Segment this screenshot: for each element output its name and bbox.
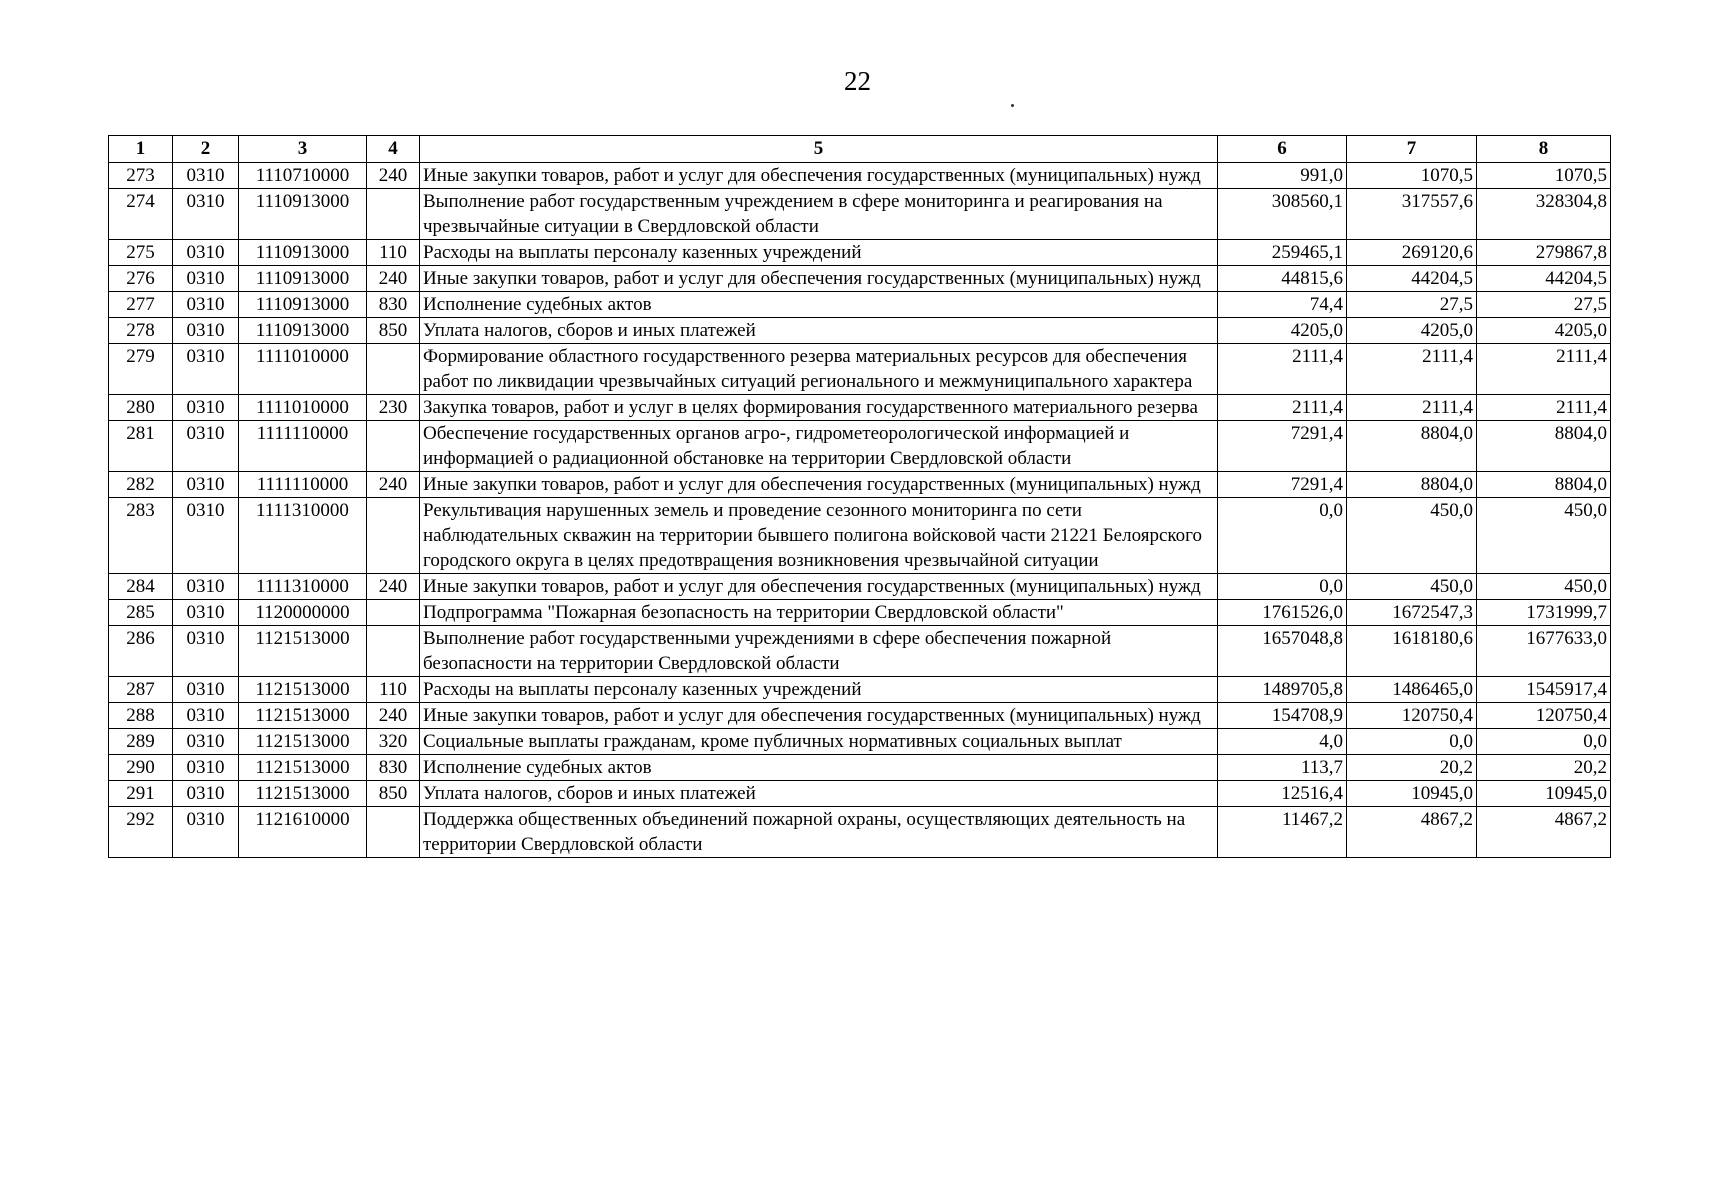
target-article-cell: 1110913000 [239, 240, 367, 266]
expense-type-cell: 830 [367, 755, 420, 781]
description-cell: Закупка товаров, работ и услуг в целях формирования государственного материального резерва [420, 395, 1218, 421]
target-article-cell: 1120000000 [239, 600, 367, 626]
row-number-cell: 279 [109, 344, 173, 395]
amount-col6-cell: 2111,4 [1218, 344, 1347, 395]
description-cell: Уплата налогов, сборов и иных платежей [420, 781, 1218, 807]
amount-col7-cell: 1618180,6 [1347, 626, 1477, 677]
expense-type-cell: 240 [367, 574, 420, 600]
section-code-cell: 0310 [173, 703, 239, 729]
target-article-cell: 1121610000 [239, 807, 367, 858]
amount-col8-cell: 20,2 [1477, 755, 1611, 781]
amount-col6-cell: 259465,1 [1218, 240, 1347, 266]
description-cell: Формирование областного государственного резерва материальных ресурсов для обеспечения работ по ликвидации чрезвычайных ситуаций регионального и межмуниципального характера [420, 344, 1218, 395]
row-number-cell: 284 [109, 574, 173, 600]
amount-col6-cell: 12516,4 [1218, 781, 1347, 807]
target-article-cell: 1110913000 [239, 318, 367, 344]
expense-type-cell [367, 807, 420, 858]
table-row [109, 807, 1611, 858]
amount-col7-cell: 10945,0 [1347, 781, 1477, 807]
amount-col8-cell: 2111,4 [1477, 395, 1611, 421]
amount-col7-cell: 44204,5 [1347, 266, 1477, 292]
budget-table [108, 135, 1611, 858]
target-article-cell: 1111010000 [239, 344, 367, 395]
row-number-cell: 273 [109, 163, 173, 189]
description-cell: Исполнение судебных актов [420, 292, 1218, 318]
page-number: 22 [844, 66, 871, 96]
description-cell: Иные закупки товаров, работ и услуг для обеспечения государственных (муниципальных) нужд [420, 574, 1218, 600]
description-cell: Выполнение работ государственным учреждением в сфере мониторинга и реагирования на чрезвычайные ситуации в Свердловской области [420, 189, 1218, 240]
target-article-cell: 1110913000 [239, 292, 367, 318]
amount-col6-cell: 4,0 [1218, 729, 1347, 755]
table-row [109, 292, 1611, 318]
row-number-cell: 289 [109, 729, 173, 755]
amount-col8-cell: 8804,0 [1477, 421, 1611, 472]
amount-col6-cell: 0,0 [1218, 574, 1347, 600]
description-cell: Расходы на выплаты персоналу казенных учреждений [420, 677, 1218, 703]
column-header: 5 [420, 136, 1218, 163]
expense-type-cell: 240 [367, 266, 420, 292]
target-article-cell: 1121513000 [239, 677, 367, 703]
column-header: 3 [239, 136, 367, 163]
expense-type-cell: 830 [367, 292, 420, 318]
expense-type-cell [367, 498, 420, 574]
section-code-cell: 0310 [173, 421, 239, 472]
expense-type-cell: 850 [367, 318, 420, 344]
description-cell: Рекультивация нарушенных земель и проведение сезонного мониторинга по сети наблюдательных скважин на территории бывшего полигона войсковой части 21221 Белоярского городского округа в целях предотвращения возникновения чрезвычайной ситуации [420, 498, 1218, 574]
expense-type-cell: 110 [367, 677, 420, 703]
expense-type-cell [367, 344, 420, 395]
amount-col8-cell: 44204,5 [1477, 266, 1611, 292]
amount-col7-cell: 8804,0 [1347, 472, 1477, 498]
table-row [109, 266, 1611, 292]
row-number-cell: 277 [109, 292, 173, 318]
row-number-cell: 276 [109, 266, 173, 292]
expense-type-cell: 240 [367, 472, 420, 498]
amount-col6-cell: 1657048,8 [1218, 626, 1347, 677]
expense-type-cell [367, 600, 420, 626]
section-code-cell: 0310 [173, 626, 239, 677]
row-number-cell: 278 [109, 318, 173, 344]
amount-col7-cell: 120750,4 [1347, 703, 1477, 729]
description-cell: Иные закупки товаров, работ и услуг для обеспечения государственных (муниципальных) нужд [420, 472, 1218, 498]
expense-type-cell: 320 [367, 729, 420, 755]
target-article-cell: 1111010000 [239, 395, 367, 421]
row-number-cell: 274 [109, 189, 173, 240]
target-article-cell: 1110913000 [239, 189, 367, 240]
section-code-cell: 0310 [173, 498, 239, 574]
target-article-cell: 1111110000 [239, 472, 367, 498]
target-article-cell: 1121513000 [239, 781, 367, 807]
amount-col8-cell: 1731999,7 [1477, 600, 1611, 626]
description-cell: Иные закупки товаров, работ и услуг для обеспечения государственных (муниципальных) нужд [420, 163, 1218, 189]
amount-col8-cell: 4867,2 [1477, 807, 1611, 858]
table-row [109, 472, 1611, 498]
expense-type-cell: 850 [367, 781, 420, 807]
expense-type-cell: 240 [367, 163, 420, 189]
amount-col7-cell: 4867,2 [1347, 807, 1477, 858]
target-article-cell: 1110913000 [239, 266, 367, 292]
amount-col6-cell: 113,7 [1218, 755, 1347, 781]
section-code-cell: 0310 [173, 807, 239, 858]
section-code-cell: 0310 [173, 163, 239, 189]
amount-col7-cell: 450,0 [1347, 498, 1477, 574]
amount-col7-cell: 1070,5 [1347, 163, 1477, 189]
table-body [109, 163, 1611, 858]
amount-col6-cell: 154708,9 [1218, 703, 1347, 729]
table-row [109, 729, 1611, 755]
description-cell: Иные закупки товаров, работ и услуг для обеспечения государственных (муниципальных) нужд [420, 266, 1218, 292]
amount-col8-cell: 279867,8 [1477, 240, 1611, 266]
amount-col6-cell: 7291,4 [1218, 421, 1347, 472]
amount-col8-cell: 10945,0 [1477, 781, 1611, 807]
section-code-cell: 0310 [173, 729, 239, 755]
target-article-cell: 1121513000 [239, 703, 367, 729]
expense-type-cell [367, 626, 420, 677]
section-code-cell: 0310 [173, 344, 239, 395]
section-code-cell: 0310 [173, 292, 239, 318]
amount-col7-cell: 2111,4 [1347, 395, 1477, 421]
amount-col6-cell: 0,0 [1218, 498, 1347, 574]
column-header: 1 [109, 136, 173, 163]
expense-type-cell: 230 [367, 395, 420, 421]
target-article-cell: 1111310000 [239, 574, 367, 600]
amount-col8-cell: 2111,4 [1477, 344, 1611, 395]
table-row [109, 395, 1611, 421]
amount-col8-cell: 450,0 [1477, 574, 1611, 600]
table-row [109, 189, 1611, 240]
description-cell: Социальные выплаты гражданам, кроме публичных нормативных социальных выплат [420, 729, 1218, 755]
amount-col7-cell: 27,5 [1347, 292, 1477, 318]
section-code-cell: 0310 [173, 677, 239, 703]
amount-col8-cell: 328304,8 [1477, 189, 1611, 240]
section-code-cell: 0310 [173, 600, 239, 626]
table-row [109, 626, 1611, 677]
description-cell: Обеспечение государственных органов агро-, гидрометеорологической информацией и информацией о радиационной обстановке на территории Свердловской области [420, 421, 1218, 472]
description-cell: Исполнение судебных актов [420, 755, 1218, 781]
table-row [109, 574, 1611, 600]
amount-col7-cell: 4205,0 [1347, 318, 1477, 344]
target-article-cell: 1111310000 [239, 498, 367, 574]
amount-col7-cell: 450,0 [1347, 574, 1477, 600]
amount-col8-cell: 450,0 [1477, 498, 1611, 574]
column-header: 8 [1477, 136, 1611, 163]
row-number-cell: 288 [109, 703, 173, 729]
amount-col8-cell: 1545917,4 [1477, 677, 1611, 703]
row-number-cell: 275 [109, 240, 173, 266]
amount-col6-cell: 4205,0 [1218, 318, 1347, 344]
row-number-cell: 283 [109, 498, 173, 574]
expense-type-cell [367, 189, 420, 240]
table-row [109, 677, 1611, 703]
amount-col8-cell: 0,0 [1477, 729, 1611, 755]
section-code-cell: 0310 [173, 189, 239, 240]
section-code-cell: 0310 [173, 574, 239, 600]
amount-col6-cell: 44815,6 [1218, 266, 1347, 292]
section-code-cell: 0310 [173, 266, 239, 292]
expense-type-cell [367, 421, 420, 472]
table-row [109, 755, 1611, 781]
section-code-cell: 0310 [173, 781, 239, 807]
column-header: 4 [367, 136, 420, 163]
amount-col6-cell: 1761526,0 [1218, 600, 1347, 626]
expense-type-cell: 240 [367, 703, 420, 729]
target-article-cell: 1111110000 [239, 421, 367, 472]
table-row [109, 600, 1611, 626]
section-code-cell: 0310 [173, 755, 239, 781]
amount-col8-cell: 4205,0 [1477, 318, 1611, 344]
section-code-cell: 0310 [173, 318, 239, 344]
target-article-cell: 1121513000 [239, 755, 367, 781]
target-article-cell: 1121513000 [239, 626, 367, 677]
amount-col6-cell: 11467,2 [1218, 807, 1347, 858]
description-cell: Иные закупки товаров, работ и услуг для обеспечения государственных (муниципальных) нужд [420, 703, 1218, 729]
amount-col7-cell: 2111,4 [1347, 344, 1477, 395]
row-number-cell: 292 [109, 807, 173, 858]
amount-col7-cell: 269120,6 [1347, 240, 1477, 266]
amount-col8-cell: 8804,0 [1477, 472, 1611, 498]
amount-col6-cell: 74,4 [1218, 292, 1347, 318]
row-number-cell: 280 [109, 395, 173, 421]
row-number-cell: 285 [109, 600, 173, 626]
amount-col7-cell: 0,0 [1347, 729, 1477, 755]
table-row [109, 703, 1611, 729]
target-article-cell: 1110710000 [239, 163, 367, 189]
amount-col7-cell: 20,2 [1347, 755, 1477, 781]
amount-col8-cell: 1677633,0 [1477, 626, 1611, 677]
amount-col7-cell: 1672547,3 [1347, 600, 1477, 626]
description-cell: Расходы на выплаты персоналу казенных учреждений [420, 240, 1218, 266]
column-header: 6 [1218, 136, 1347, 163]
description-cell: Выполнение работ государственными учреждениями в сфере обеспечения пожарной безопасности на территории Свердловской области [420, 626, 1218, 677]
target-article-cell: 1121513000 [239, 729, 367, 755]
amount-col6-cell: 308560,1 [1218, 189, 1347, 240]
expense-type-cell: 110 [367, 240, 420, 266]
description-cell: Подпрограмма "Пожарная безопасность на территории Свердловской области" [420, 600, 1218, 626]
amount-col6-cell: 991,0 [1218, 163, 1347, 189]
table-row [109, 163, 1611, 189]
section-code-cell: 0310 [173, 472, 239, 498]
row-number-cell: 281 [109, 421, 173, 472]
amount-col8-cell: 120750,4 [1477, 703, 1611, 729]
scan-speck [1011, 104, 1014, 107]
table-row [109, 781, 1611, 807]
amount-col7-cell: 8804,0 [1347, 421, 1477, 472]
row-number-cell: 290 [109, 755, 173, 781]
amount-col6-cell: 7291,4 [1218, 472, 1347, 498]
table-row [109, 318, 1611, 344]
column-header: 2 [173, 136, 239, 163]
row-number-cell: 287 [109, 677, 173, 703]
column-header: 7 [1347, 136, 1477, 163]
amount-col6-cell: 1489705,8 [1218, 677, 1347, 703]
table-row [109, 344, 1611, 395]
amount-col6-cell: 2111,4 [1218, 395, 1347, 421]
section-code-cell: 0310 [173, 395, 239, 421]
table-row [109, 498, 1611, 574]
row-number-cell: 291 [109, 781, 173, 807]
section-code-cell: 0310 [173, 240, 239, 266]
table-row [109, 421, 1611, 472]
row-number-cell: 286 [109, 626, 173, 677]
row-number-cell: 282 [109, 472, 173, 498]
table-row [109, 240, 1611, 266]
description-cell: Уплата налогов, сборов и иных платежей [420, 318, 1218, 344]
description-cell: Поддержка общественных объединений пожарной охраны, осуществляющих деятельность на территории Свердловской области [420, 807, 1218, 858]
amount-col7-cell: 317557,6 [1347, 189, 1477, 240]
amount-col7-cell: 1486465,0 [1347, 677, 1477, 703]
amount-col8-cell: 1070,5 [1477, 163, 1611, 189]
table-header-row [109, 136, 1611, 163]
amount-col8-cell: 27,5 [1477, 292, 1611, 318]
